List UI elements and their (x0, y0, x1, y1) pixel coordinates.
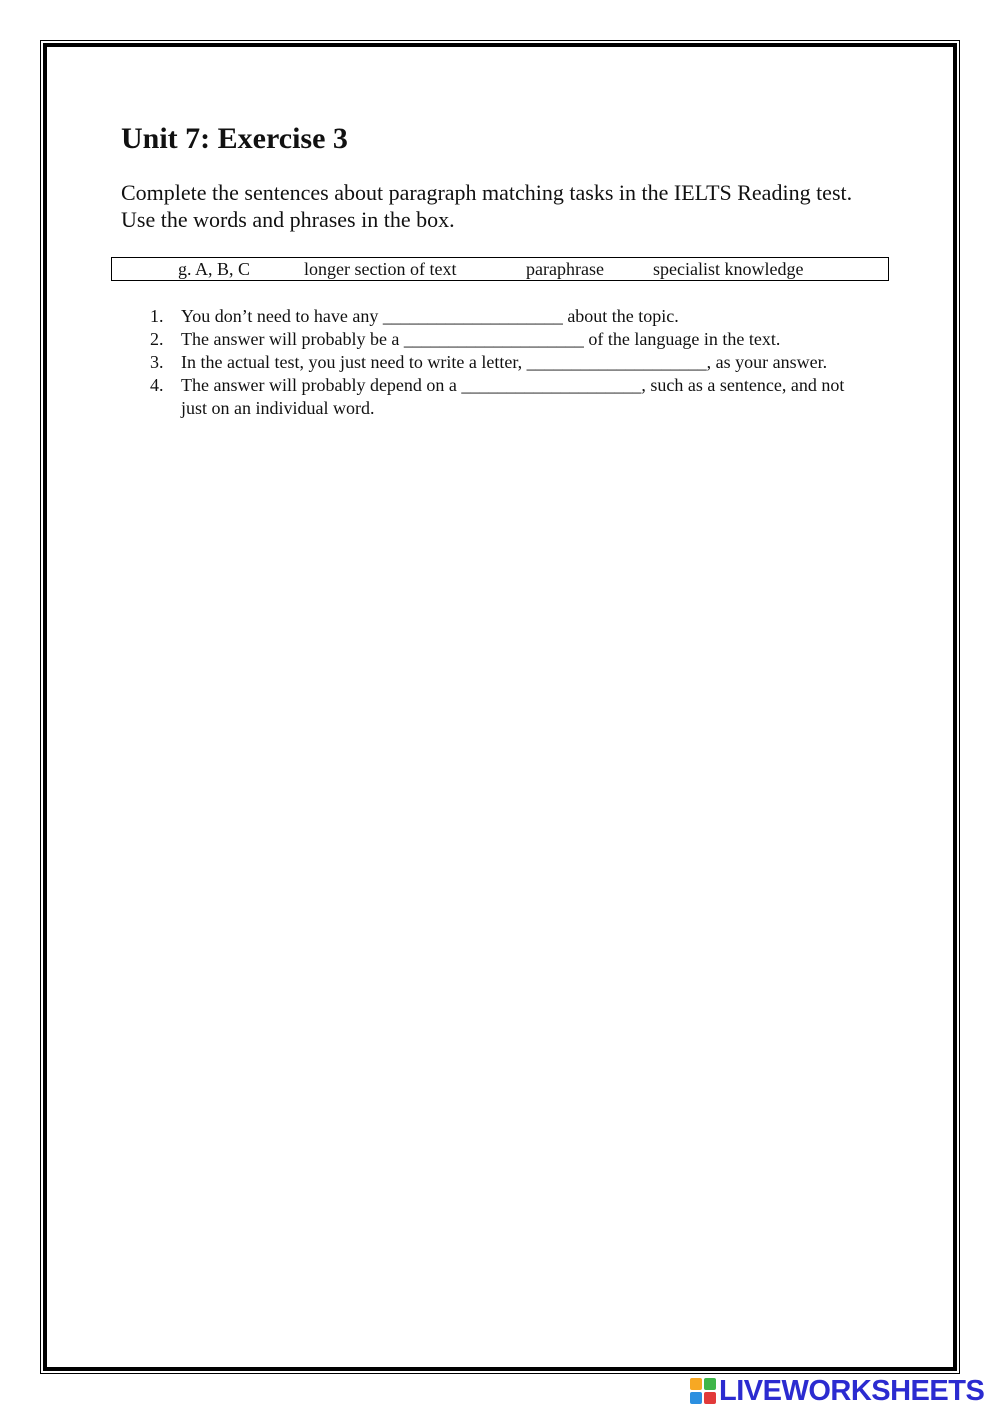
liveworksheets-logo-icon (690, 1378, 716, 1404)
word-box-item: paraphrase (526, 259, 604, 279)
logo-text: LIVEWORKSHEETS (719, 1375, 985, 1407)
word-box-item: g. A, B, C (178, 259, 251, 279)
liveworksheets-logo[interactable] (690, 1375, 984, 1407)
question-list (150, 305, 870, 420)
logo-tile (690, 1378, 702, 1390)
page-border-inner (43, 43, 957, 1371)
word-box-item: specialist knowledge (653, 259, 804, 279)
question-number: 4. (150, 375, 164, 395)
question-text: You don’t need to have any ____________________ about the topic. (181, 306, 679, 326)
question-item (150, 351, 870, 374)
question-number: 1. (150, 306, 164, 326)
question-number: 2. (150, 329, 164, 349)
question-number: 3. (150, 352, 164, 372)
question-text: In the actual test, you just need to write a letter, ____________________, as your answer. (181, 352, 828, 372)
logo-tile (704, 1392, 716, 1404)
question-text: The answer will probably depend on a ____________________, such as a sentence, and not just on an individual word. (181, 375, 845, 418)
question-item (150, 374, 870, 420)
instructions: Complete the sentences about paragraph matching tasks in the IELTS Reading test. Use the words and phrases in the box. (121, 180, 853, 232)
question-item (150, 328, 870, 351)
word-box-item: longer section of text (304, 259, 457, 279)
logo-tile (704, 1378, 716, 1390)
question-text: The answer will probably be a ____________________ of the language in the text. (181, 329, 781, 349)
word-box (111, 257, 889, 281)
question-item (150, 305, 870, 328)
worksheet-title: Unit 7: Exercise 3 (121, 122, 348, 155)
logo-tile (690, 1392, 702, 1404)
